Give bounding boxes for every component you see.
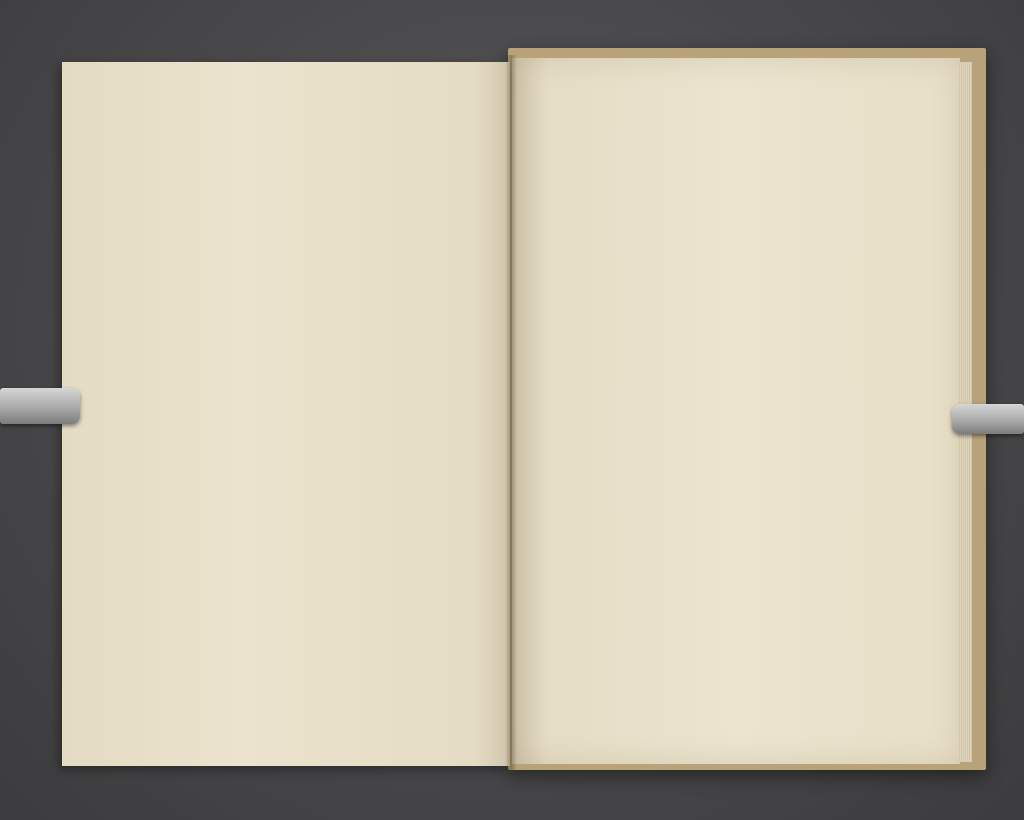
book-gutter: [505, 55, 517, 771]
right-page: [512, 58, 960, 764]
right-page-clip-icon: [952, 404, 1024, 434]
left-page-clip-icon: [0, 388, 80, 424]
table-of-contents: [552, 232, 860, 260]
left-page: [62, 62, 510, 766]
